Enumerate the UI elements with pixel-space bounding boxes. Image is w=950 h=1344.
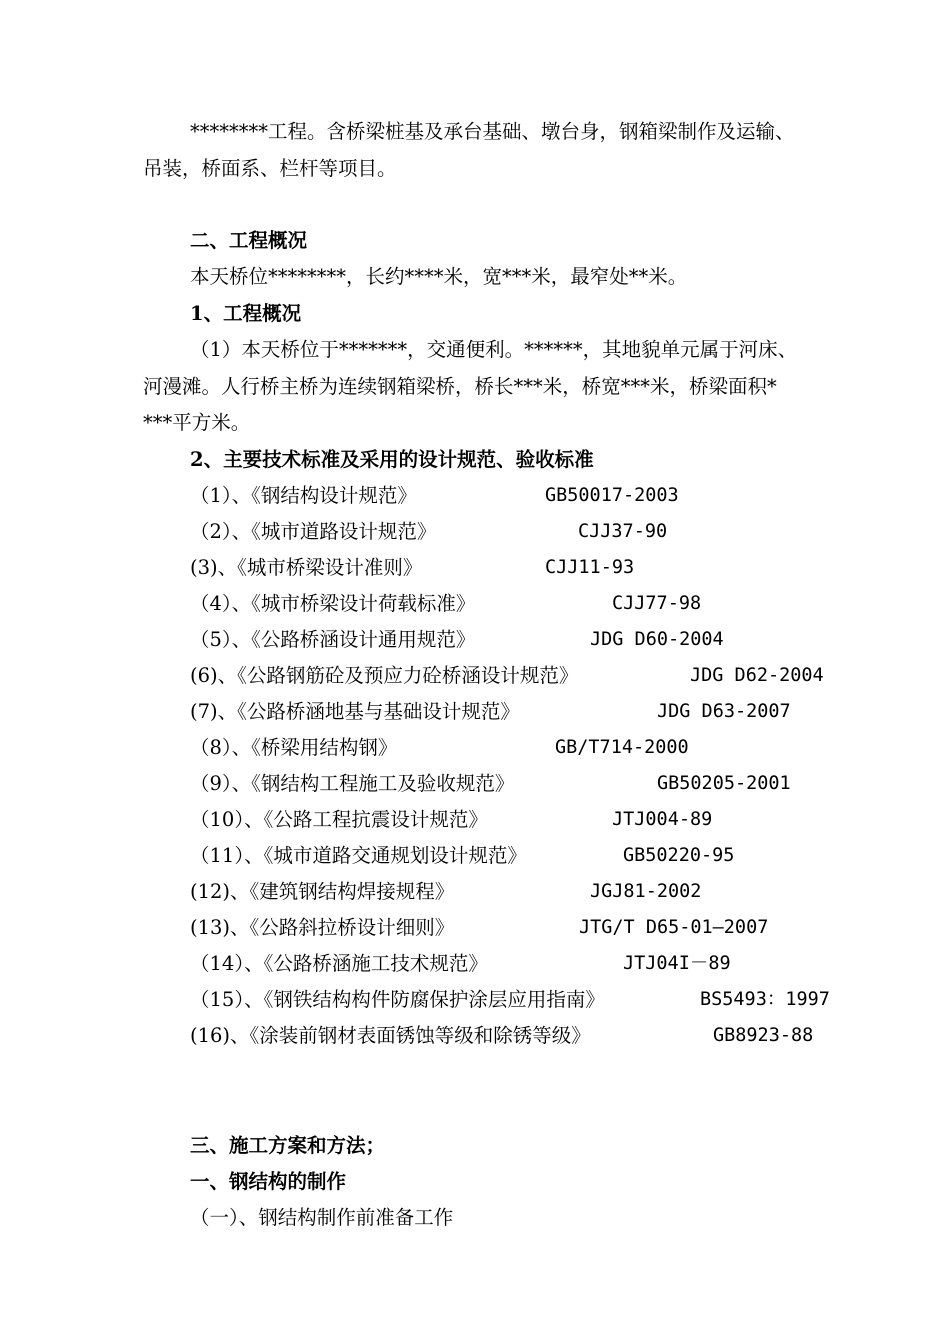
standard-code: JTG/T D65-01—2007 xyxy=(579,917,769,938)
subsection-heading-standards: 2、主要技术标准及采用的设计规范、验收标准 xyxy=(190,448,594,471)
section-heading-construction: 三、施工方案和方法； xyxy=(190,1134,386,1157)
standard-title: (16)、《涂装前钢材表面锈蚀等级和除锈等级》 xyxy=(190,1024,591,1047)
item-preparation-work: （一）、钢结构制作前准备工作 xyxy=(190,1206,454,1229)
standard-code: BS5493：1997 xyxy=(700,989,830,1010)
standard-code: GB/T714-2000 xyxy=(555,737,689,758)
standard-code: GB50205-2001 xyxy=(657,773,791,794)
standard-code: CJJ77-98 xyxy=(612,593,702,614)
intro-line-2: 吊装，桥面系、栏杆等项目。 xyxy=(143,157,397,180)
overview-paragraph-line-1: （1）本天桥位于*******，交通便利。******，其地貌单元属于河床、 xyxy=(190,338,798,361)
standard-code: JGJ81-2002 xyxy=(590,881,702,902)
overview-paragraph-line-2: 河漫滩。人行桥主桥为连续钢箱梁桥，桥长***米，桥宽***米，桥梁面积* xyxy=(143,375,777,398)
subsection-heading-overview: 1、工程概况 xyxy=(190,302,302,325)
overview-paragraph-line-3: ***平方米。 xyxy=(143,411,251,434)
intro-line-1: ********工程。含桥梁桩基及承台基础、墩台身，钢箱梁制作及运输、 xyxy=(190,120,795,143)
standard-code: GB8923-88 xyxy=(713,1025,814,1046)
standard-title: (12)、《建筑钢结构焊接规程》 xyxy=(190,880,455,903)
section-heading-overview: 二、工程概况 xyxy=(190,229,308,252)
standard-title: （15）、《钢铁结构构件防腐保护涂层应用指南》 xyxy=(190,988,605,1011)
standard-code: CJJ11-93 xyxy=(545,557,635,578)
standard-title: （8）、《桥梁用结构钢》 xyxy=(190,736,398,759)
standard-title: （2）、《城市道路设计规范》 xyxy=(190,520,437,543)
overview-summary: 本天桥位********，长约****米，宽***米，最窄处**米。 xyxy=(190,265,688,288)
standard-title: (13)、《公路斜拉桥设计细则》 xyxy=(190,916,455,939)
standard-code: JDG D63-2007 xyxy=(657,701,791,722)
standard-code: GB50017-2003 xyxy=(545,485,679,506)
standard-title: （9）、《钢结构工程施工及验收规范》 xyxy=(190,772,515,795)
standard-code: JDG D62-2004 xyxy=(690,665,824,686)
standard-title: （1）、《钢结构设计规范》 xyxy=(190,484,417,507)
standard-code: CJJ37-90 xyxy=(578,521,668,542)
standard-title: (7)、《公路桥涵地基与基础设计规范》 xyxy=(190,700,520,723)
standard-title: （4）、《城市桥梁设计荷载标准》 xyxy=(190,592,476,615)
standard-title: (3)、《城市桥梁设计准则》 xyxy=(190,556,423,579)
standard-title: （14）、《公路桥涵施工技术规范》 xyxy=(190,952,488,975)
subsection-heading-steel-fabrication: 一、钢结构的制作 xyxy=(190,1170,347,1193)
standard-title: （5）、《公路桥涵设计通用规范》 xyxy=(190,628,476,651)
standard-code: JTJ04I－89 xyxy=(623,953,731,974)
standard-code: GB50220-95 xyxy=(623,845,735,866)
standard-title: (6)、《公路钢筋砼及预应力砼桥涵设计规范》 xyxy=(190,664,579,687)
standard-code: JTJ004-89 xyxy=(612,809,713,830)
standard-title: （10）、《公路工程抗震设计规范》 xyxy=(190,808,488,831)
standard-code: JDG D60-2004 xyxy=(590,629,724,650)
standard-title: （11）、《城市道路交通规划设计规范》 xyxy=(190,844,527,867)
